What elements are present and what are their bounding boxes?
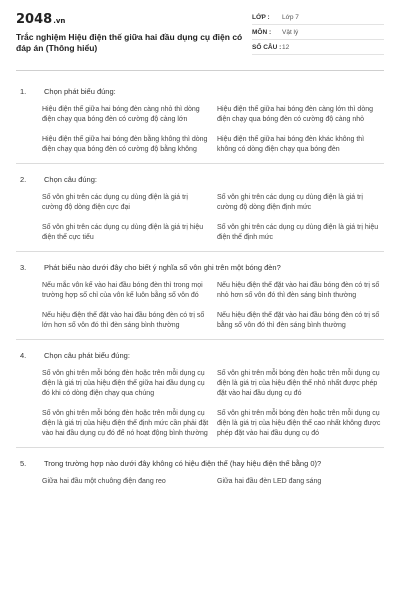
meta-table — [252, 10, 384, 55]
question-4 — [16, 340, 384, 448]
question-number: 3. — [20, 263, 27, 272]
answer-options — [16, 475, 384, 489]
answer-options — [16, 103, 384, 157]
logo-suffix: .vn — [53, 17, 66, 25]
answer-option[interactable]: Số vôn ghi trên các dụng cụ dùng điện là giá trị cường độ dòng điện định mức — [217, 194, 363, 211]
answer-option[interactable]: Nếu hiệu điện thế đặt vào hai đầu bóng đèn có trị số bằng số vôn đó thì đèn sáng bình thường — [217, 312, 380, 329]
question-header — [16, 454, 384, 475]
answer-option[interactable]: Hiệu điện thế giữa hai bóng đèn càng lớn thì dòng điện chạy qua bóng đèn có cường độ càng nhỏ — [217, 106, 374, 123]
answer-option[interactable]: Số vôn ghi trên các dụng cụ dùng điện là giá trị hiệu điện thế định mức — [217, 224, 379, 241]
question-header — [16, 82, 384, 103]
question-number: 4. — [20, 351, 27, 360]
question-header — [16, 170, 384, 191]
question-number: 1. — [20, 87, 27, 96]
answer-option[interactable]: Số vôn ghi trên các dụng cụ dùng điện là giá trị hiệu điện thế cực tiểu — [42, 224, 204, 241]
answer-option[interactable]: Số vôn ghi trên các dụng cụ dùng điện là giá trị cường độ dòng điện cực đại — [42, 194, 188, 211]
answer-options — [16, 191, 384, 245]
question-text: Chọn câu đúng: — [44, 175, 97, 184]
answer-option[interactable]: Giữa hai đầu một chuông điện đang reo — [42, 478, 166, 485]
meta-label: LỚP : — [252, 13, 270, 21]
question-text: Chọn phát biểu đúng: — [44, 87, 116, 96]
answer-option[interactable]: Giữa hai đầu đèn LED đang sáng — [217, 478, 322, 485]
answer-option[interactable]: Nếu hiệu điện thế đặt vào hai đầu bóng đèn có trị số nhỏ hơn số vôn đó thì đèn sáng bình thường — [217, 282, 380, 299]
document-title: Trắc nghiệm Hiệu điện thế giữa hai đầu dụng cụ điện có đáp án (Thông hiểu) — [16, 32, 243, 53]
question-list — [16, 76, 384, 495]
question-header — [16, 346, 384, 367]
document-header — [16, 10, 384, 70]
logo-text: 2048 — [16, 12, 53, 27]
meta-row-subject — [252, 25, 384, 40]
answer-option[interactable]: Hiệu điện thế giữa hai bóng đèn bằng không thì dòng điện chạy qua bóng đèn có cường độ bằng không — [42, 136, 208, 153]
question-text: Chọn câu phát biểu đúng: — [44, 351, 130, 360]
answer-option[interactable]: Hiệu điện thế giữa hai bóng đèn càng nhỏ thì dòng điện chạy qua bóng đèn có cường độ càng lớn — [42, 106, 200, 123]
question-number: 2. — [20, 175, 27, 184]
answer-option[interactable]: Số vôn ghi trên mỗi bóng đèn hoặc trên mỗi dụng cụ điện là giá trị của hiệu điện thế giữa hai đầu dụng cụ đó khi có dòng điện chạy qua chúng — [42, 370, 205, 397]
question-text: Trong trường hợp nào dưới đây không có hiệu điện thế (hay hiệu điện thế bằng 0)? — [44, 459, 322, 468]
answer-option[interactable]: Nếu mắc vôn kế vào hai đầu bóng đèn thì trong mọi trường hợp số chỉ của vôn kế luôn bằng số vôn đó — [42, 282, 203, 299]
question-header — [16, 258, 384, 279]
answer-options — [16, 279, 384, 333]
meta-label: MÔN : — [252, 28, 272, 36]
question-1 — [16, 76, 384, 164]
meta-value: 12 — [282, 43, 290, 51]
question-3 — [16, 252, 384, 340]
site-logo[interactable] — [16, 12, 65, 27]
question-5 — [16, 448, 384, 495]
answer-option[interactable]: Số vôn ghi trên mỗi bóng đèn hoặc trên mỗi dụng cụ điện là giá trị của hiệu điện thế định mức cần phải đặt vào hai đầu dụng cụ đó để nó hoạt động bình thường — [42, 410, 209, 437]
answer-option[interactable]: Hiệu điện thế giữa hai bóng đèn khác không thì không có dòng điện chạy qua bóng đèn — [217, 136, 365, 153]
meta-value: Lớp 7 — [282, 13, 299, 21]
answer-option[interactable]: Số vôn ghi trên mỗi bóng đèn hoặc trên mỗi dụng cụ điện là giá trị của hiệu điện thế cao nhất không được phép đặt vào hai đầu dụng cụ đó — [217, 410, 381, 437]
question-number: 5. — [20, 459, 27, 468]
answer-option[interactable]: Nếu hiệu điện thế đặt vào hai đầu bóng đèn có trị số lớn hơn số vôn đó thì đèn sáng bình thường — [42, 312, 205, 329]
meta-label: SỐ CÂU : — [252, 43, 282, 51]
meta-value: Vật lý — [282, 28, 299, 36]
answer-options — [16, 367, 384, 441]
question-2 — [16, 164, 384, 252]
header-divider — [16, 70, 384, 71]
meta-row-count — [252, 40, 384, 55]
answer-option[interactable]: Số vôn ghi trên mỗi bóng đèn hoặc trên mỗi dụng cụ điện là giá trị của hiệu điện thế nhỏ nhất được phép đặt vào hai đầu dụng cụ đó — [217, 370, 380, 397]
question-text: Phát biểu nào dưới đây cho biết ý nghĩa số vôn ghi trên một bóng đèn? — [44, 263, 281, 272]
meta-row-grade — [252, 10, 384, 25]
